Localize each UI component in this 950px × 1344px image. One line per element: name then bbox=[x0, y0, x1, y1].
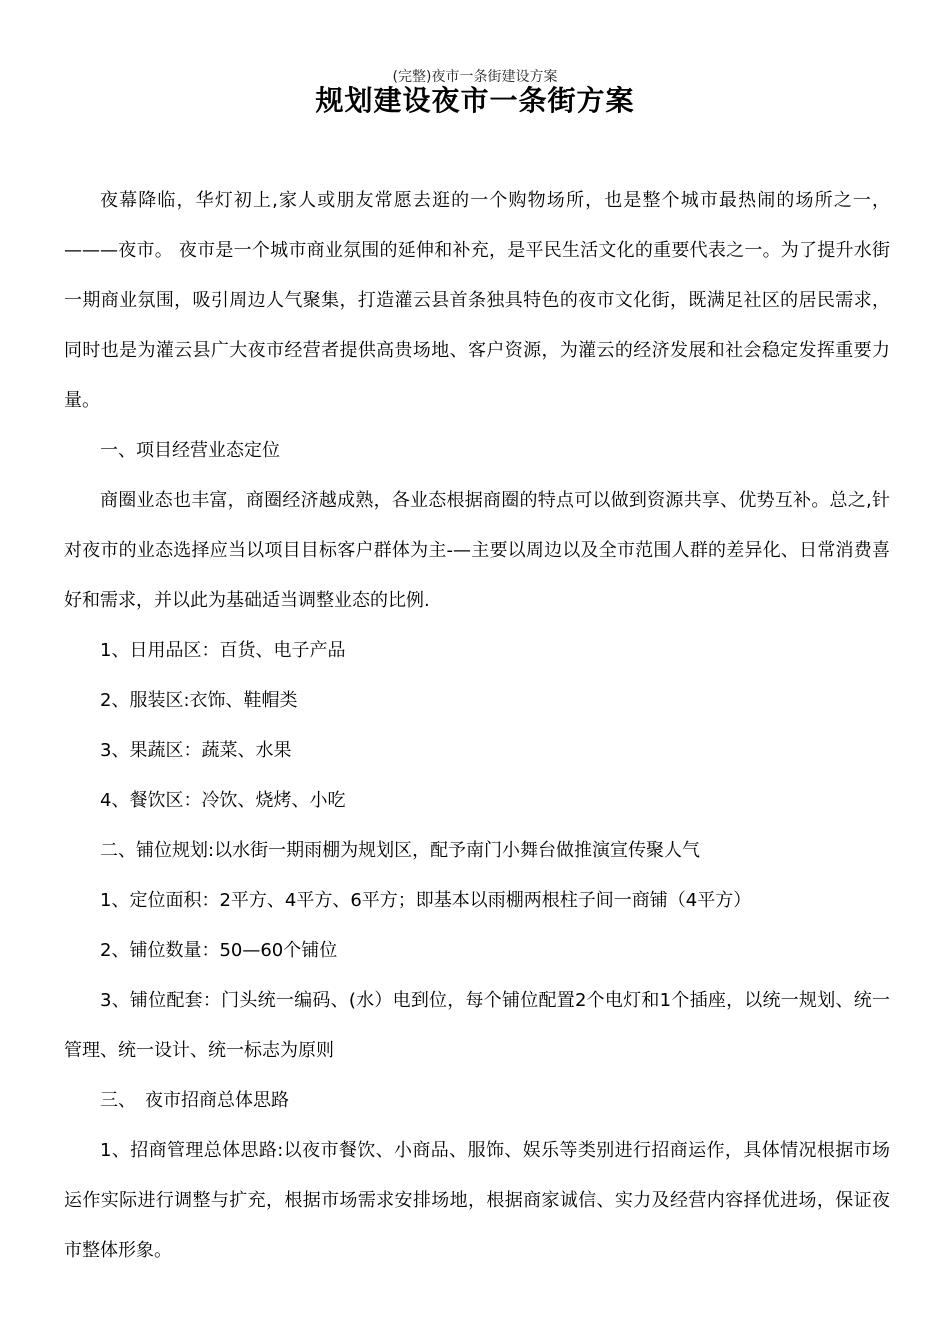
list-item-facilities: 3、铺位配套：门头统一编码、(水）电到位，每个铺位配置2个电灯和1个插座，以统一规划、统一管理、统一设计、统一标志为原则 bbox=[64, 990, 890, 1061]
header-note: (完整)夜市一条街建设方案 bbox=[392, 69, 558, 85]
paragraph-business-format: 商圈业态也丰富，商圈经济越成熟，各业态根据商圈的特点可以做到资源共享、优势互补。总之,针对夜市的业态选择应当以项目目标客户群体为主-—主要以周边以及全市范围人群的差异化、日常消费喜好和需求，并以此为基础适当调整业态的比例. bbox=[64, 490, 890, 611]
section-heading-3: 三、 夜市招商总体思路 bbox=[100, 1090, 289, 1111]
section-heading-2: 二、铺位规划:以水街一期雨棚为规划区，配予南门小舞台做推演宣传聚人气 bbox=[100, 840, 701, 861]
list-item-clothing: 2、服装区:衣饰、鞋帽类 bbox=[100, 690, 298, 711]
section-heading-1: 一、项目经营业态定位 bbox=[100, 440, 280, 461]
list-item-daily-goods: 1、日用品区：百货、电子产品 bbox=[100, 640, 346, 661]
paragraph-intro: 夜幕降临，华灯初上,家人或朋友常愿去逛的一个购物场所，也是整个城市最热闹的场所之一，———夜市。 夜市是一个城市商业氛围的延伸和补充，是平民生活文化的重要代表之一。为了提升水街一期商业氛围，吸引周边人气聚集，打造灌云县首条独具特色的夜市文化街，既满足社区的居民需求，同时也是为灌云县广大夜市经营者提供高贵场地、客户资源，为灌云的经济发展和社会稳定发挥重要力量。 bbox=[64, 190, 890, 411]
paragraph-leasing-approach: 1、招商管理总体思路:以夜市餐饮、小商品、服饰、娱乐等类别进行招商运作，具体情况根据市场运作实际进行调整与扩充，根据市场需求安排场地，根据商家诚信、实力及经营内容择优进场，保证夜市整体形象。 bbox=[64, 1140, 890, 1261]
list-item-catering: 4、餐饮区：冷饮、烧烤、小吃 bbox=[100, 790, 346, 811]
list-item-stall-count: 2、铺位数量：50—60个铺位 bbox=[100, 940, 338, 961]
document-title: 规划建设夜市一条街方案 bbox=[315, 84, 635, 117]
list-item-area: 1、定位面积：2平方、4平方、6平方；即基本以雨棚两根柱子间一商铺（4平方） bbox=[100, 890, 752, 911]
document-body bbox=[64, 176, 890, 1276]
list-item-produce: 3、果蔬区：蔬菜、水果 bbox=[100, 740, 292, 761]
